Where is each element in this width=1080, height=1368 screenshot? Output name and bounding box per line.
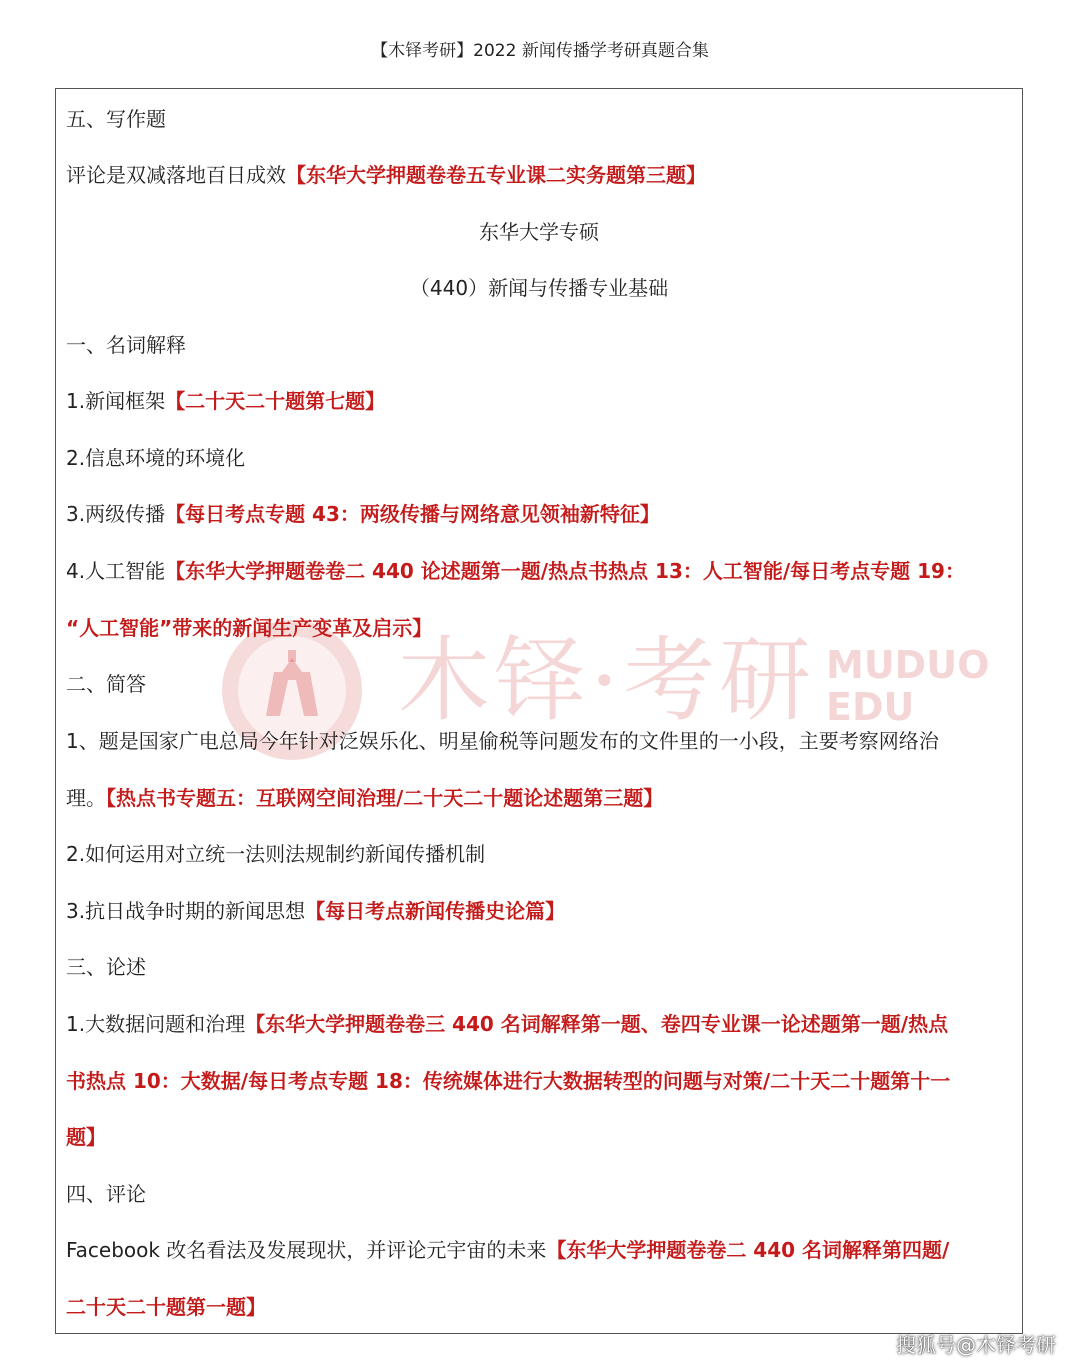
section-heading: 三、论述 [66, 955, 146, 979]
source-watermark: 搜狐号@木铎考研 [896, 1333, 1056, 1357]
question-line: 1.大数据问题和治理【东华大学押题卷卷三 440 名词解释第一题、卷四专业课一论述题第一题/热点 [66, 1012, 949, 1036]
section-heading: 一、名词解释 [66, 333, 186, 357]
section-heading: 四、评论 [66, 1182, 146, 1206]
question-line-continued: 二十天二十题第一题】 [66, 1295, 266, 1319]
question-line: 2.如何运用对立统一法则法规制约新闻传播机制 [66, 842, 486, 866]
question-line-continued: 题】 [66, 1125, 106, 1149]
question-line: 3.抗日战争时期的新闻思想【每日考点新闻传播史论篇】 [66, 899, 566, 923]
school-title: 东华大学专硕 [479, 220, 599, 244]
question-line: Facebook 改名看法及发展现状，并评论元宇宙的未来【东华大学押题卷卷二 440 名词解释第四题/ [66, 1238, 950, 1262]
question-line-continued: “人工智能”带来的新闻生产变革及启示】 [66, 616, 433, 640]
question-line: 1、题是国家广电总局今年针对泛娱乐化、明星偷税等问题发布的文件里的一小段，主要考察网络治 [66, 729, 939, 753]
watermark-en: MUDUO EDU [826, 643, 990, 729]
question-line: 1.新闻框架【二十天二十题第七题】 [66, 389, 386, 413]
section-heading: 五、写作题 [66, 107, 166, 131]
question-line: 4.人工智能【东华大学押题卷卷二 440 论述题第一题/热点书热点 13：人工智能/每日考点专题 19： [66, 559, 965, 583]
question-line-continued: 理。【热点书专题五：互联网空间治理/二十天二十题论述题第三题】 [66, 786, 664, 810]
question-line: 2.信息环境的环境化 [66, 446, 246, 470]
watermark-text: 木铎·考研 [398, 627, 816, 734]
document-header-title: 【木铎考研】2022 新闻传播学考研真题合集 [371, 41, 709, 61]
subject-title: （440）新闻与传播专业基础 [409, 276, 669, 300]
section-heading: 二、简答 [66, 672, 146, 696]
question-line-continued: 书热点 10：大数据/每日考点专题 18：传统媒体进行大数据转型的问题与对策/二十天二十题第十一 [66, 1069, 951, 1093]
question-line: 评论是双减落地百日成效【东华大学押题卷卷五专业课二实务题第三题】 [66, 163, 706, 187]
question-line: 3.两级传播【每日考点专题 43：两级传播与网络意见领袖新特征】 [66, 502, 660, 526]
